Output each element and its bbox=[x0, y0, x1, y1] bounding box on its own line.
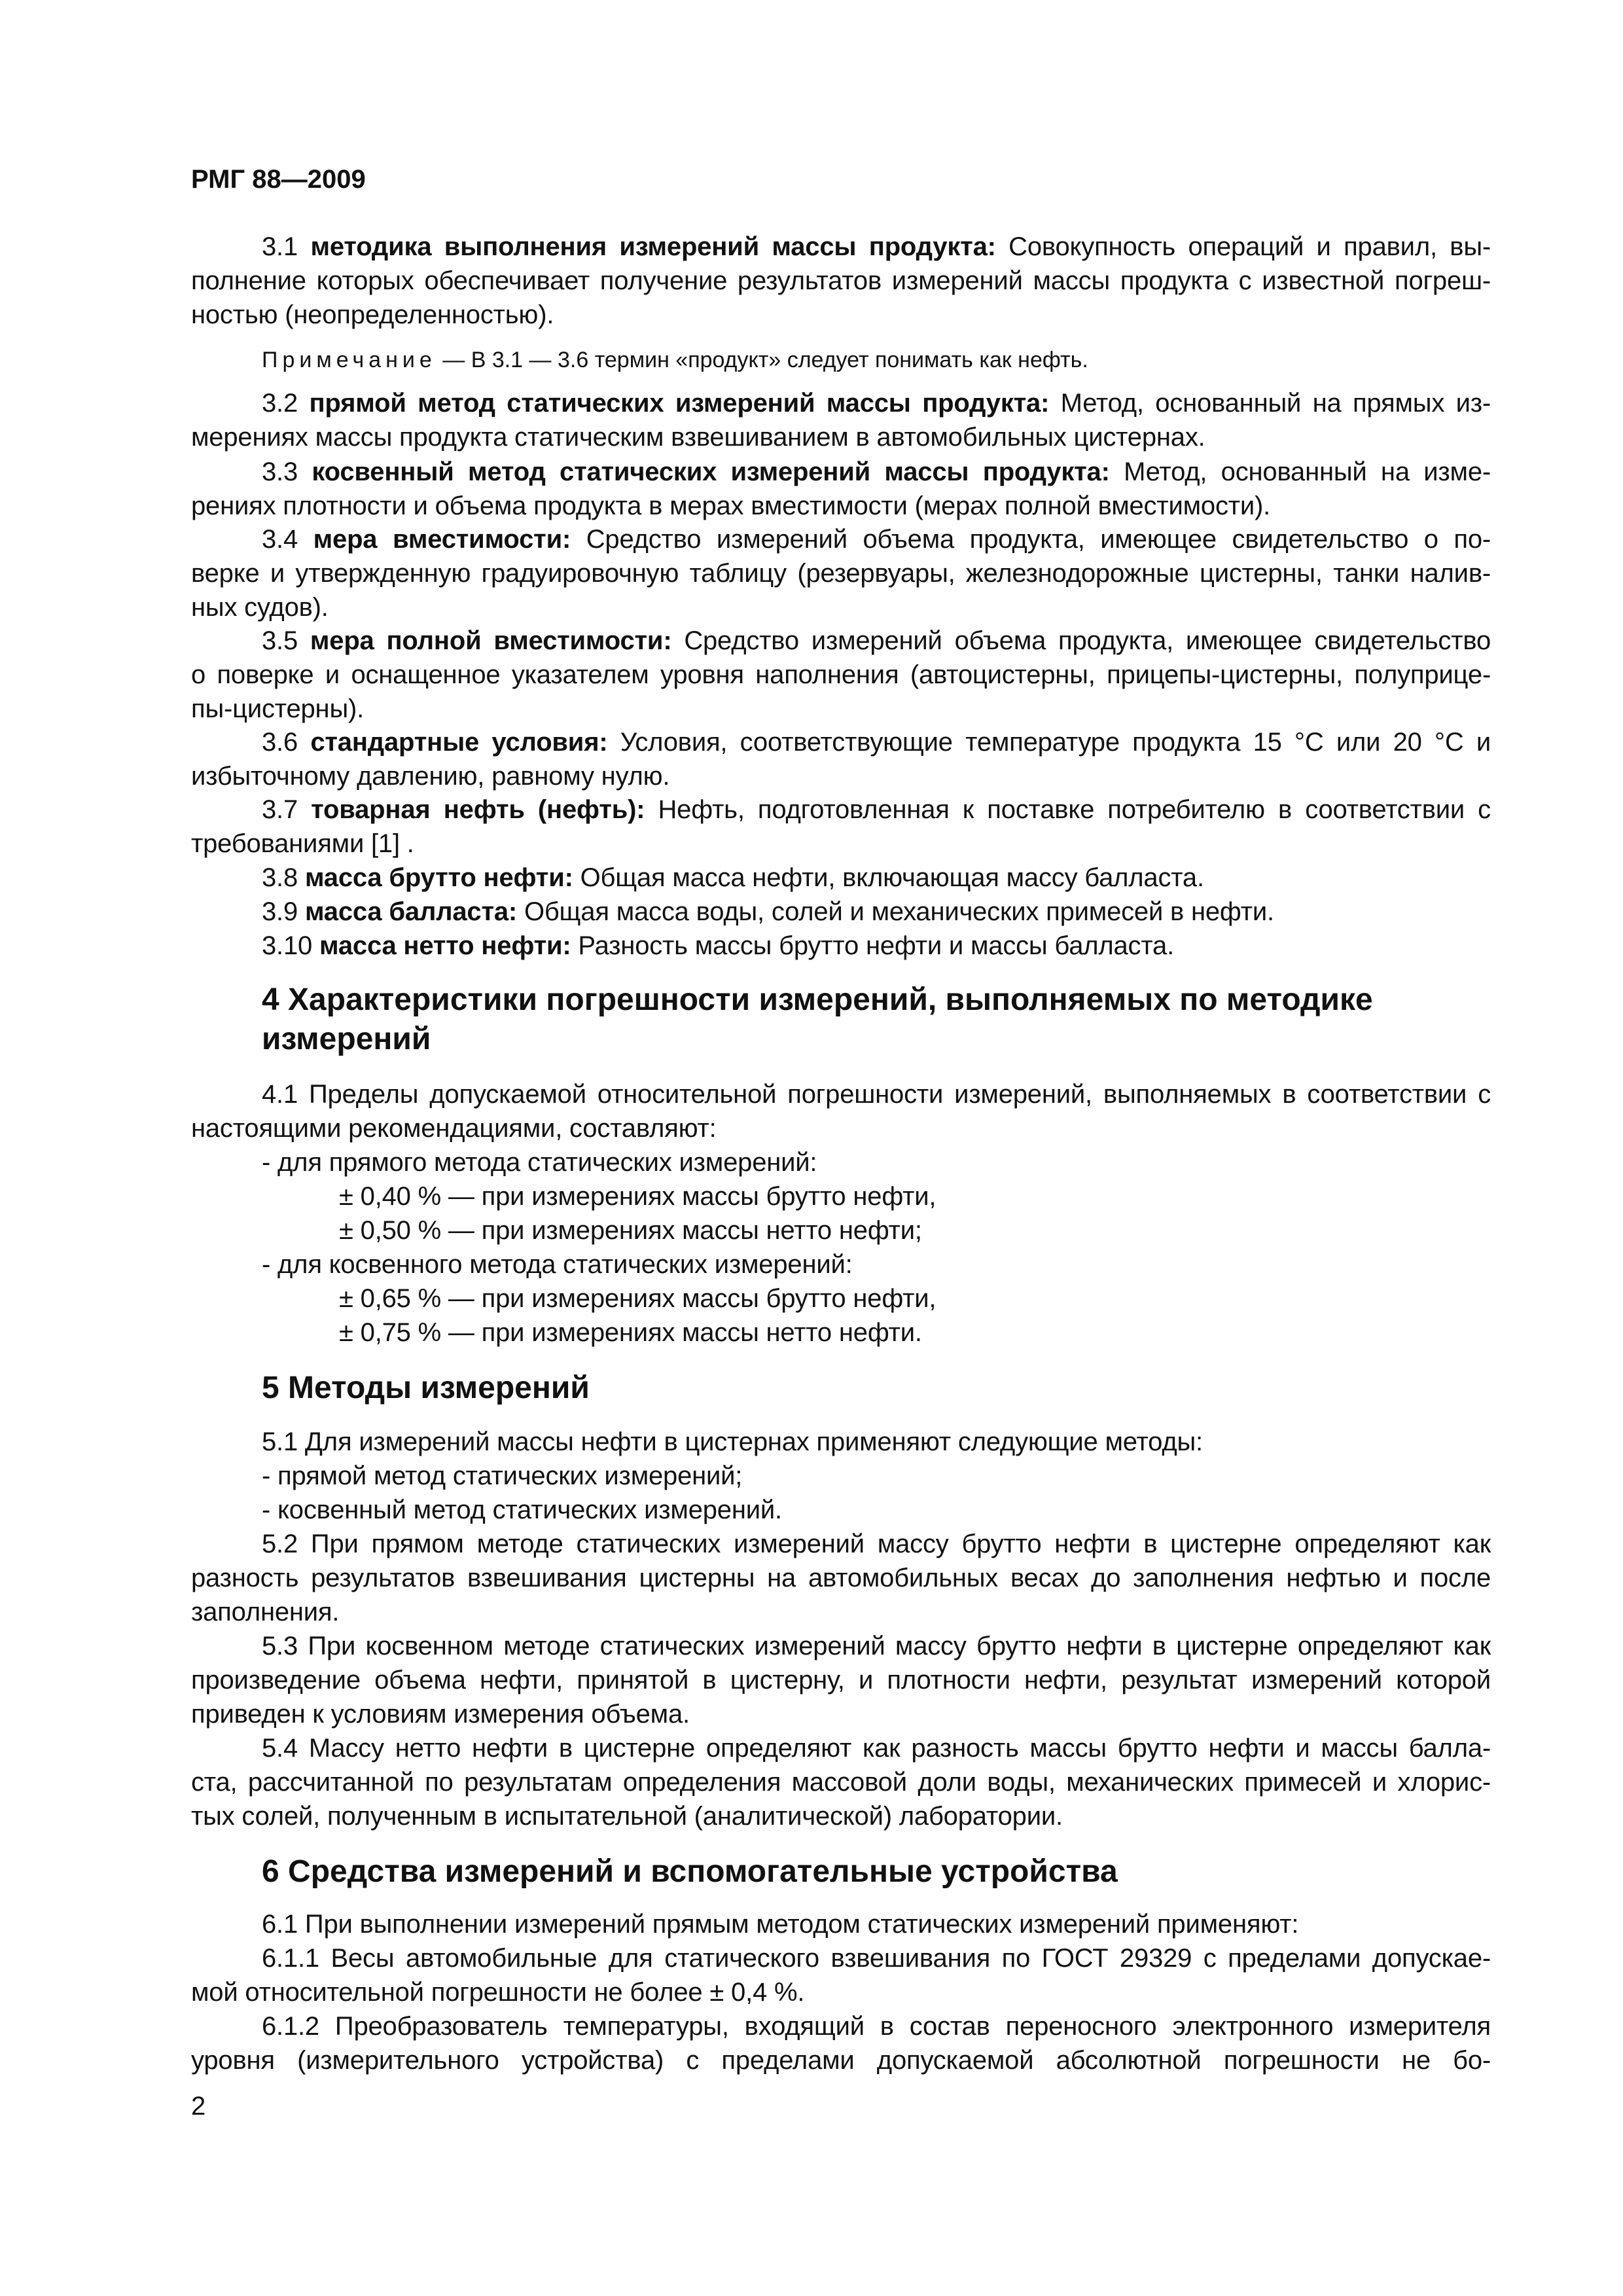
document-header: РМГ 88—2009 bbox=[191, 165, 366, 194]
sec5-l11: ста, рассчитанной по результатам определения массовой доли воды, механических примесей и хлорис- bbox=[191, 1768, 1491, 1797]
sec4-direct-method: - для прямого метода статических измерений: bbox=[262, 1148, 817, 1177]
sec5-l8: произведение объема нефти, принятой в цистерну, и плотности нефти, результат измерений которой bbox=[191, 1666, 1491, 1695]
definition-3-9: 3.9 масса балласта: Общая масса воды, солей и механических примесей в нефти. bbox=[262, 897, 1274, 926]
definition-3-7-line2: требованиями [1] . bbox=[191, 829, 414, 858]
sec5-l6: заполнения. bbox=[191, 1598, 340, 1626]
sec5-l3: - косвенный метод статических измерений. bbox=[262, 1496, 782, 1524]
section-4-title-cont: измерений bbox=[262, 1022, 431, 1056]
sec5-l12: тых солей, полученным в испытательной (аналитической) лаборатории. bbox=[191, 1802, 1063, 1831]
definition-3-2-line2: мерениях массы продукта статическим взвешиванием в автомобильных цистернах. bbox=[191, 423, 1205, 452]
definition-3-10: 3.10 масса нетто нефти: Разность массы брутто нефти и массы балласта. bbox=[262, 931, 1174, 960]
sec6-l3: мой относительной погрешности не более ± 0,4 %. bbox=[191, 1978, 805, 2007]
sec6-l4: 6.1.2 Преобразователь температуры, входящий в состав переносного электронного измерителя bbox=[262, 2012, 1491, 2041]
sec4-p2: настоящими рекомендациями, составляют: bbox=[191, 1114, 717, 1143]
sec5-l7: 5.3 При косвенном методе статических измерений массу брутто нефти в цистерне определяют как bbox=[262, 1632, 1491, 1660]
definition-3-8: 3.8 масса брутто нефти: Общая масса нефти, включающая массу балласта. bbox=[262, 863, 1204, 892]
definition-3-3-line1: 3.3 косвенный метод статических измерений массы продукта: Метод, основанный на изме- bbox=[262, 457, 1491, 486]
sec5-l1: 5.1 Для измерений массы нефти в цистернах применяют следующие методы: bbox=[262, 1427, 1203, 1456]
definition-3-1-line1: 3.1 методика выполнения измерений массы продукта: Совокупность операций и правил, вы- bbox=[262, 232, 1491, 261]
page-number: 2 bbox=[191, 2092, 206, 2121]
definition-3-2-line1: 3.2 прямой метод статических измерений массы продукта: Метод, основанный на прямых из- bbox=[262, 389, 1491, 418]
sec4-p1: 4.1 Пределы допускаемой относительной погрешности измерений, выполняемых в соответствии с bbox=[262, 1080, 1491, 1109]
sec4-value-3: ± 0,65 % — при измерениях массы брутто нефти, bbox=[339, 1284, 936, 1313]
sec5-l10: 5.4 Массу нетто нефти в цистерне определяют как разность массы брутто нефти и массы балла- bbox=[262, 1734, 1491, 1763]
sec6-l2: 6.1.1 Весы автомобильные для статического взвешивания по ГОСТ 29329 с пределами допускае- bbox=[262, 1944, 1491, 1973]
definition-3-6-line2: избыточному давлению, равному нулю. bbox=[191, 762, 670, 791]
section-4-title: 4 Характеристики погрешности измерений, выполняемых по методике bbox=[262, 982, 1373, 1017]
definition-3-4-line1: 3.4 мера вместимости: Средство измерений объема продукта, имеющее свидетельство о по- bbox=[262, 525, 1491, 554]
sec6-l1: 6.1 При выполнении измерений прямым методом статических измерений применяют: bbox=[262, 1910, 1299, 1939]
sec5-l5: разность результатов взвешивания цистерны на автомобильных весах до заполнения нефтью и после bbox=[191, 1564, 1491, 1592]
sec4-value-1: ± 0,40 % — при измерениях массы брутто нефти, bbox=[339, 1182, 936, 1211]
definition-3-6-line1: 3.6 стандартные условия: Условия, соответствующие температуре продукта 15 °С или 20 °С и bbox=[262, 728, 1491, 757]
sec5-l9: приведен к условиям измерения объема. bbox=[191, 1700, 690, 1729]
definition-3-3-line2: рениях плотности и объема продукта в мерах вместимости (мерах полной вместимости). bbox=[191, 492, 1271, 520]
sec4-value-4: ± 0,75 % — при измерениях массы нетто нефти. bbox=[339, 1318, 922, 1347]
section-6-title: 6 Средства измерений и вспомогательные устройства bbox=[262, 1854, 1118, 1889]
definition-3-5-line1: 3.5 мера полной вместимости: Средство измерений объема продукта, имеющее свидетельство bbox=[262, 626, 1491, 655]
definition-3-1-line3: ностью (неопределенностью). bbox=[191, 300, 554, 329]
sec5-l4: 5.2 При прямом методе статических измерений массу брутто нефти в цистерне определяют как bbox=[262, 1530, 1491, 1558]
section-5-title: 5 Методы измерений bbox=[262, 1371, 590, 1405]
definition-3-4-line3: ных судов). bbox=[191, 593, 329, 622]
sec4-value-2: ± 0,50 % — при измерениях массы нетто нефти; bbox=[339, 1216, 922, 1245]
sec6-l5: уровня (измерительного устройства) с пределами допускаемой абсолютной погрешности не бо- bbox=[191, 2046, 1491, 2075]
definition-3-4-line2: верке и утвержденную градуировочную таблицу (резервуары, железнодорожные цистерны, танки налив- bbox=[191, 559, 1491, 588]
definition-3-7-line1: 3.7 товарная нефть (нефть): Нефть, подготовленная к поставке потребителю в соответствии с bbox=[262, 795, 1491, 824]
sec5-l2: - прямой метод статических измерений; bbox=[262, 1462, 743, 1490]
sec4-indirect-method: - для косвенного метода статических измерений: bbox=[262, 1250, 853, 1279]
note: Примечание — В 3.1 — 3.6 термин «продукт» следует понимать как нефть. bbox=[262, 348, 1088, 372]
definition-3-1-line2: полнение которых обеспечивает получение результатов измерений массы продукта с известной погреш- bbox=[191, 266, 1491, 295]
definition-3-5-line2: о поверке и оснащенное указателем уровня наполнения (автоцистерны, прицепы-цистерны, полуприце- bbox=[191, 660, 1491, 689]
definition-3-5-line3: пы-цистерны). bbox=[191, 694, 365, 723]
